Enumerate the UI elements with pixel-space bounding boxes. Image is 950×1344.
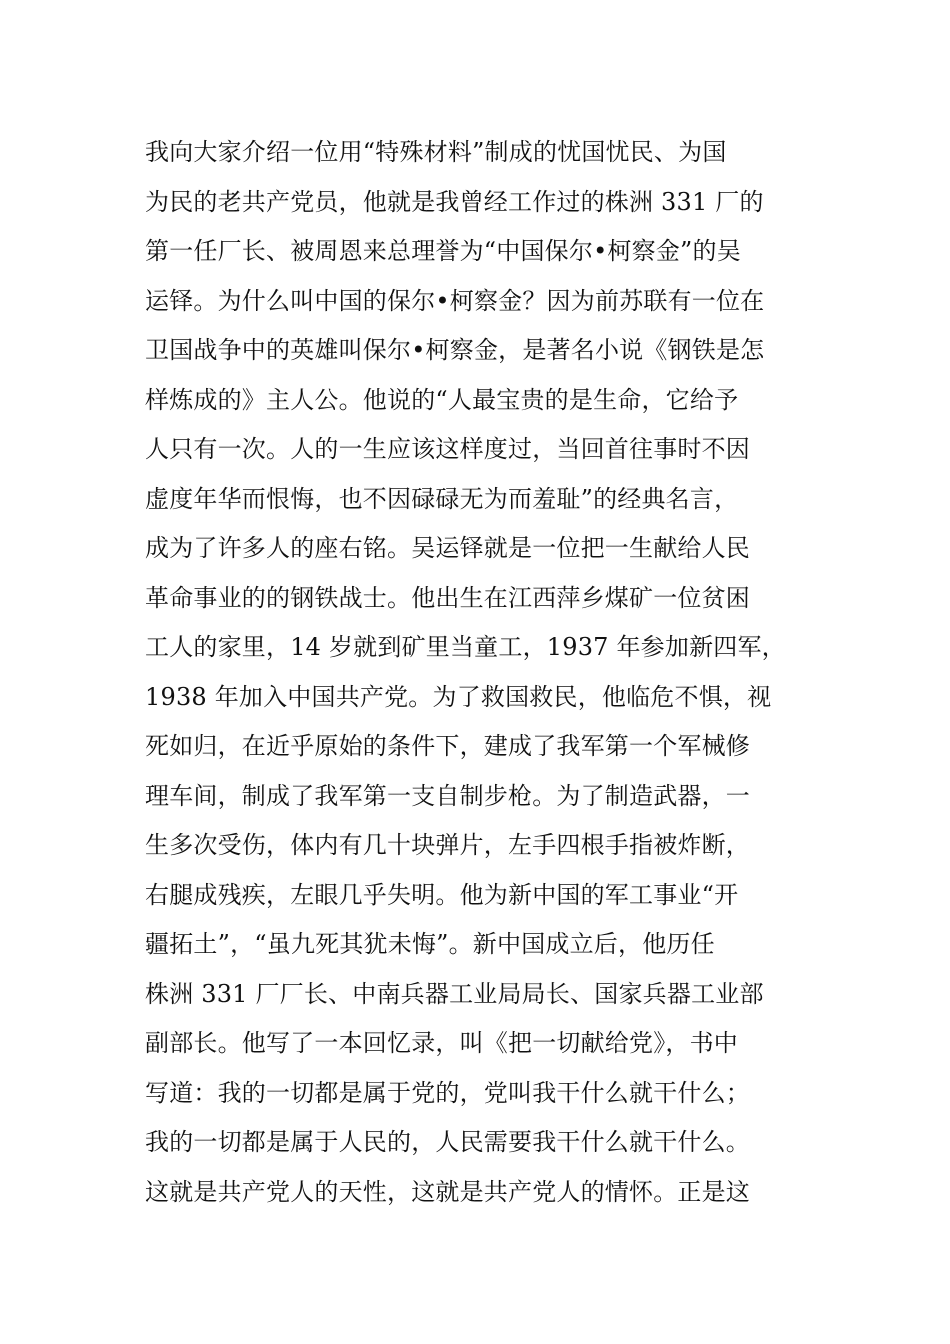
text-line: 右腿成残疾，左眼几乎失明。他为新中国的军工事业“开 xyxy=(145,880,739,909)
text-line: 死如归，在近乎原始的条件下，建成了我军第一个军械修 xyxy=(145,732,750,760)
text-line: 理车间，制成了我军第一支自制步枪。为了制造武器，一 xyxy=(145,781,750,810)
text-line: 工人的家里，14 岁就到矿里当童工，1937 年参加新四军， xyxy=(145,633,786,661)
body-text xyxy=(145,128,815,1217)
text-line: 生多次受伤，体内有几十块弹片，左手四根手指被炸断， xyxy=(145,831,750,859)
text-line: 运铎。为什么叫中国的保尔•柯察金？因为前苏联有一位在 xyxy=(145,286,765,315)
text-line: 第一任厂长、被周恩来总理誉为“中国保尔•柯察金”的吴 xyxy=(145,237,741,265)
text-line: 株洲 331 厂厂长、中南兵器工业局局长、国家兵器工业部 xyxy=(145,979,764,1008)
text-line: 1938 年加入中国共产党。为了救国救民，他临危不惧，视 xyxy=(145,682,772,711)
text-line: 虚度年华而恨悔，也不因碌碌无为而羞耻”的经典名言， xyxy=(145,484,739,513)
text-line: 写道：我的一切都是属于党的，党叫我干什么就干什么； xyxy=(145,1078,750,1107)
text-line: 成为了许多人的座右铭。吴运铎就是一位把一生献给人民 xyxy=(145,534,750,562)
text-line: 副部长。他写了一本回忆录，叫《把一切献给党》，书中 xyxy=(145,1029,738,1057)
text-line: 人只有一次。人的一生应该这样度过，当回首往事时不因 xyxy=(145,435,750,463)
text-line: 我向大家介绍一位用“特殊材料”制成的忧国忧民、为国 xyxy=(145,138,727,166)
text-line: 革命事业的的钢铁战士。他出生在江西萍乡煤矿一位贫困 xyxy=(145,583,750,612)
text-line: 疆拓土”，“虽九死其犹未悔”。新中国成立后，他历任 xyxy=(145,930,715,958)
text-line: 为民的老共产党员，他就是我曾经工作过的株洲 331 厂的 xyxy=(145,187,764,216)
text-line: 样炼成的》主人公。他说的“人最宝贵的是生命，它给予 xyxy=(145,385,739,414)
text-line: 我的一切都是属于人民的，人民需要我干什么就干什么。 xyxy=(145,1128,750,1156)
text-line: 这就是共产党人的天性，这就是共产党人的情怀。正是这 xyxy=(145,1177,750,1206)
text-line: 卫国战争中的英雄叫保尔•柯察金，是著名小说《钢铁是怎 xyxy=(145,336,765,364)
